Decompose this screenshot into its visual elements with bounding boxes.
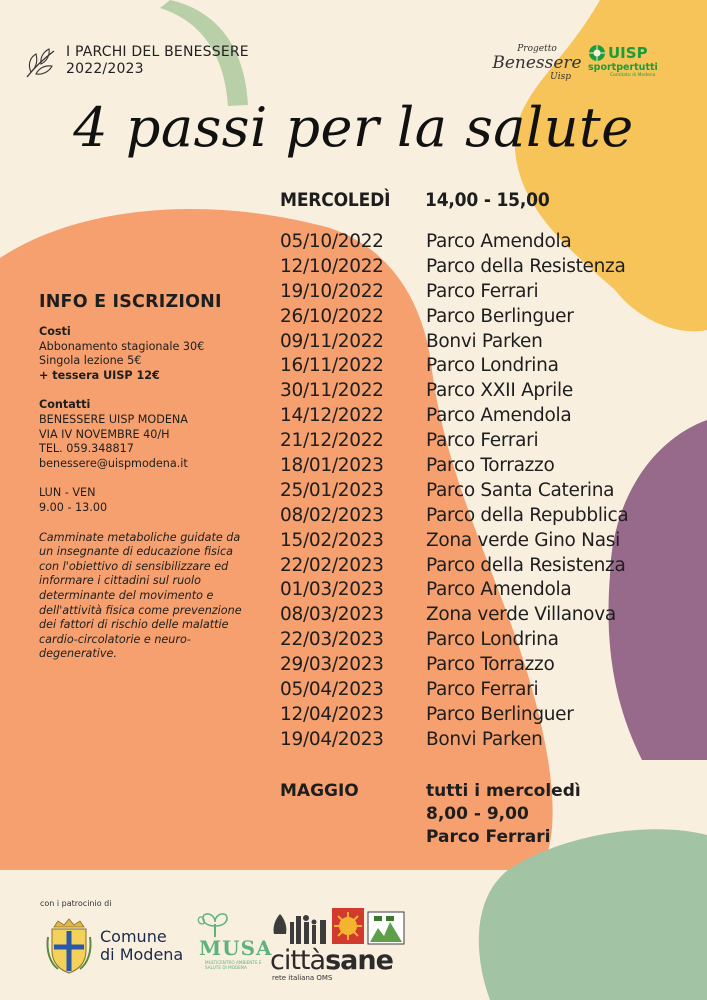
description: Camminate metaboliche guidate da un insegnante di educazione fisica con l'obiettivo di sensibilizzare ed informare i cittadini sul ruolo determinante del movimento e dell'attività fisica come prevenzione dei fattori di rischio delle malattie cardio-circolatorie e neuro-degenerative.	[39, 530, 242, 661]
schedule-date: 14/12/2022	[280, 405, 384, 427]
cittasane-subtitle: rete italiana OMS	[272, 974, 333, 982]
schedule-date: 19/04/2023	[280, 728, 384, 750]
schedule-date: 12/10/2022	[280, 255, 384, 277]
schedule-date: 09/11/2022	[280, 330, 384, 352]
comune-name	[100, 928, 183, 964]
cost-membership: + tessera UISP 12€	[39, 368, 160, 382]
uisp-committee: Comitato di Modena	[610, 73, 656, 78]
progetto-label: Progetto	[517, 44, 557, 54]
modena-crest-icon	[44, 917, 94, 975]
may-place: Parco Ferrari	[426, 827, 551, 847]
schedule-place: Parco Amendola	[426, 405, 572, 427]
schedule-date: 22/03/2023	[280, 629, 384, 651]
musa-name: MUSA	[199, 936, 273, 960]
uisp-name: UISP	[608, 44, 648, 62]
schedule-date: 01/03/2023	[280, 579, 384, 601]
schedule-date: 08/02/2023	[280, 504, 384, 526]
schedule-date: 05/10/2022	[280, 231, 384, 252]
contact-org: BENESSERE UISP MODENA	[39, 412, 188, 426]
comune-line2: di Modena	[100, 945, 184, 964]
schedule-place: Parco Torrazzo	[426, 455, 555, 477]
uisp-tag-label: Uisp	[550, 72, 571, 82]
costs-label: Costi	[39, 325, 71, 338]
uisp-sub: sportpertutti	[588, 62, 658, 73]
comune-line1: Comune	[100, 927, 167, 946]
cittasane-name	[270, 945, 410, 976]
series-header	[24, 44, 249, 82]
schedule-day: MERCOLEDÌ	[280, 189, 391, 211]
page-title: 4 passi per la salute	[73, 96, 634, 159]
hours-days: LUN - VEN	[39, 486, 96, 500]
contact-address: VIA IV NOVEMBRE 40/H	[39, 427, 170, 441]
schedule-place: Parco Santa Caterina	[426, 479, 615, 501]
info-heading: INFO E ISCRIZIONI	[39, 292, 222, 312]
hours-block	[39, 486, 249, 515]
schedule-place: Parco della Resistenza	[426, 255, 626, 277]
schedule-place: Parco Berlinguer	[426, 305, 574, 327]
schedule-date: 19/10/2022	[280, 280, 384, 302]
info-panel	[39, 291, 249, 662]
schedule-date: 08/03/2023	[280, 604, 384, 626]
cittasane-pictogram-icon	[270, 906, 410, 946]
schedule-date: 25/01/2023	[280, 479, 384, 501]
schedule-place: Bonvi Parken	[426, 330, 543, 352]
schedule-place: Parco Ferrari	[426, 430, 539, 452]
musa-tree-icon	[195, 912, 235, 938]
schedule-date: 22/02/2023	[280, 554, 384, 576]
series-year: 2022/2023	[66, 61, 144, 77]
schedule-place: Parco Londrina	[426, 629, 559, 651]
schedule-date: 29/03/2023	[280, 654, 384, 676]
schedule-place: Parco Londrina	[426, 355, 559, 377]
schedule-date: 12/04/2023	[280, 703, 384, 725]
progetto-benessere-logo	[489, 44, 585, 82]
may-details	[426, 780, 581, 849]
patronage-label: con i patrocinio di	[40, 899, 112, 908]
schedule-place: Parco Torrazzo	[426, 654, 555, 676]
uisp-logo	[588, 44, 670, 79]
costs-block	[39, 325, 249, 383]
schedule-date: 15/02/2023	[280, 529, 384, 551]
schedule-place: Parco della Repubblica	[426, 504, 629, 526]
schedule-header	[280, 189, 550, 211]
schedule-date: 16/11/2022	[280, 355, 384, 377]
may-frequency: tutti i mercoledì	[426, 781, 581, 801]
cittasane-logo	[270, 906, 410, 982]
series-text	[66, 44, 249, 78]
schedule-place: Parco Ferrari	[426, 679, 539, 701]
schedule-date: 21/12/2022	[280, 430, 384, 452]
uisp-flower-icon	[588, 44, 606, 62]
musa-subtitle: MULTICENTRO AMBIENTE E SALUTE DI MODENA	[205, 960, 262, 970]
schedule-place: Parco Ferrari	[426, 280, 539, 302]
cost-season: Abbonamento stagionale 30€	[39, 339, 205, 353]
hours-time: 9.00 - 13.00	[39, 500, 108, 514]
schedule-date: 30/11/2022	[280, 380, 384, 402]
may-label: MAGGIO	[280, 781, 359, 801]
contact-email[interactable]: benessere@uispmodena.it	[39, 456, 188, 470]
contacts-label: Contatti	[39, 398, 91, 412]
purple-blob-right	[609, 420, 707, 760]
schedule-place: Parco della Resistenza	[426, 554, 626, 576]
series-name: I PARCHI DEL BENESSERE	[66, 44, 249, 60]
schedule-place: Zona verde Gino Nasi	[426, 529, 620, 551]
schedule-date: 05/04/2023	[280, 679, 384, 701]
musa-logo	[195, 912, 273, 970]
schedule-time: 14,00 - 15,00	[425, 189, 550, 211]
leaf-icon	[24, 44, 58, 82]
schedule-place: Zona verde Villanova	[426, 604, 616, 626]
schedule-place: Parco Amendola	[426, 579, 572, 601]
cittasane-part2: sane	[325, 945, 393, 976]
benessere-label: Benessere	[492, 53, 582, 73]
contacts-block	[39, 398, 249, 471]
schedule-place: Parco Amendola	[426, 231, 572, 252]
schedule-date: 18/01/2023	[280, 455, 384, 477]
schedule-date: 26/10/2022	[280, 305, 384, 327]
schedule-place: Bonvi Parken	[426, 728, 543, 750]
schedule-place: Parco XXII Aprile	[426, 380, 573, 402]
uisp-mark	[588, 44, 670, 62]
cittasane-part1: città	[270, 945, 326, 976]
cost-single: Singola lezione 5€	[39, 354, 142, 368]
may-time: 8,00 - 9,00	[426, 804, 529, 824]
schedule-place: Parco Berlinguer	[426, 703, 574, 725]
comune-modena-logo	[44, 917, 183, 975]
contact-phone: TEL. 059.348817	[39, 442, 134, 456]
